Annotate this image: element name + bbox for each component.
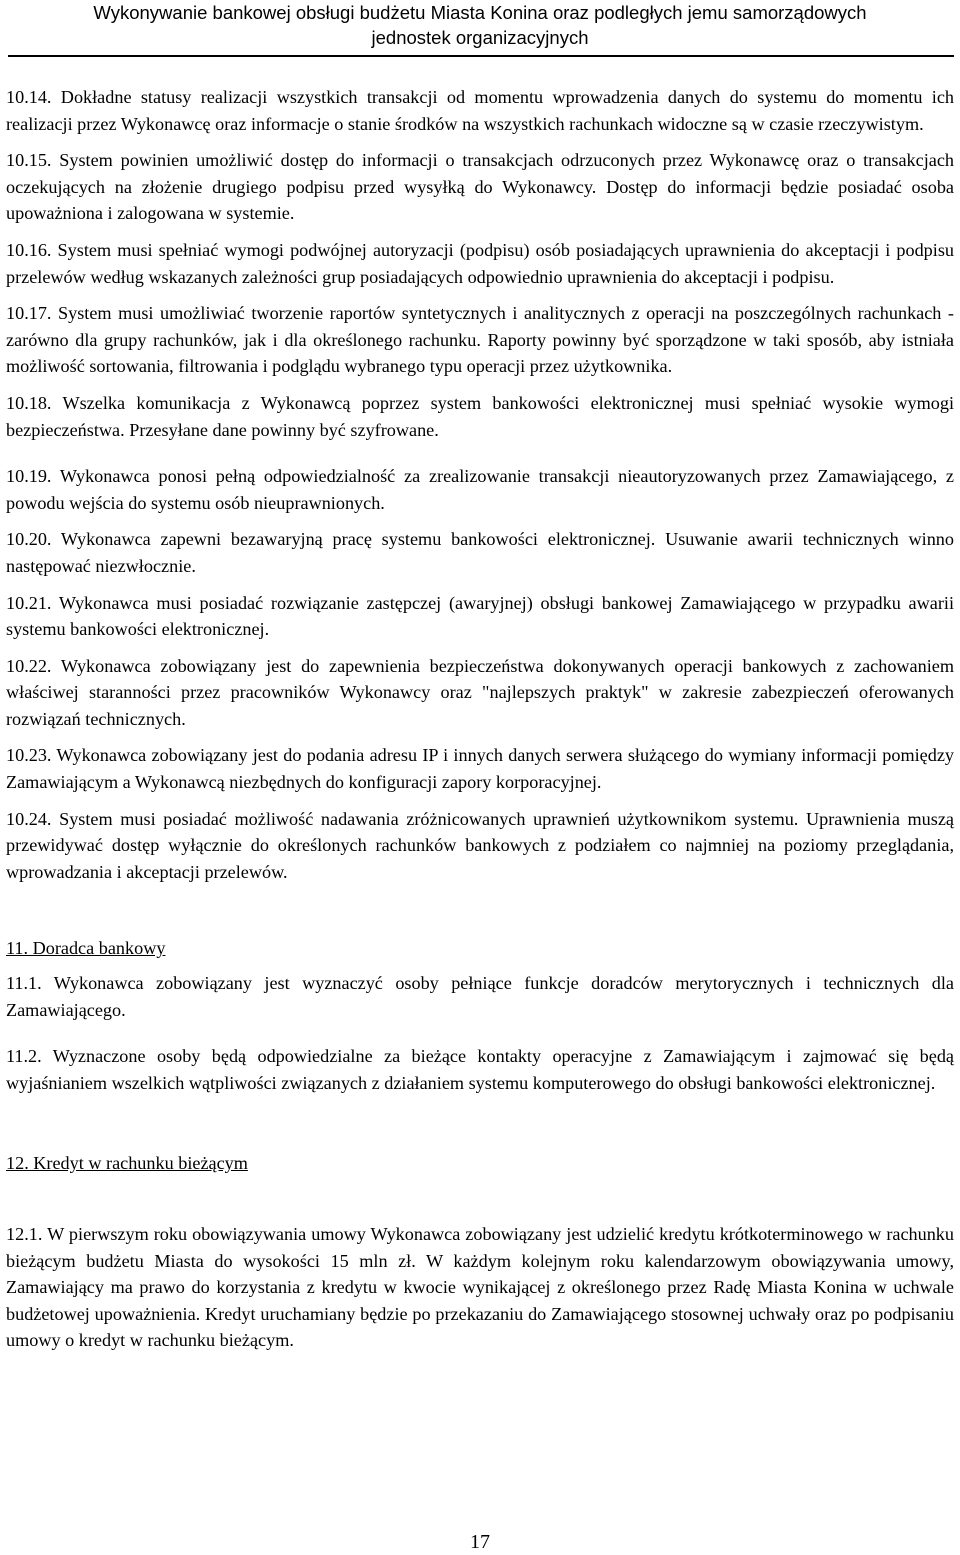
- paragraph-10-14: 10.14. Dokładne statusy realizacji wszystkich transakcji od momentu wprowadzenia danych do systemu do momentu ich realizacji przez Wykonawcę oraz informacje o stanie środków na wszystkich rachunkach widoczne są w czasie rzeczywistym.: [6, 87, 954, 134]
- document-body: [6, 84, 954, 1364]
- section-spacer: [6, 895, 954, 935]
- page-number: 17: [470, 1531, 490, 1553]
- paragraph-10-24: 10.24. System musi posiadać możliwość nadawania zróżnicowanych uprawnień użytkownikom systemu. Uprawnienia muszą przewidywać dostęp wyłącznie do określonych rachunków bankowych z podziałem co najmniej na poziomy przeglądania, wprowadzania i akceptacji przelewów.: [6, 808, 954, 882]
- paragraph-10-22: 10.22. Wykonawca zobowiązany jest do zapewnienia bezpieczeństwa dokonywanych operacji bankowych z zachowaniem właściwej staranności przez pracowników Wykonawcy oraz "najlepszych praktyk" w zakresie zabezpieczeń oferowanych rozwiązań technicznych.: [6, 655, 954, 729]
- paragraph-10-20: 10.20. Wykonawca zapewni bezawaryjną pracę systemu bankowości elektronicznej. Usuwanie awarii technicznych winno następować niezwłocznie.: [6, 529, 954, 576]
- paragraph-10-16: 10.16. System musi spełniać wymogi podwójnej autoryzacji (podpisu) osób posiadających uprawnienia do akceptacji i podpisu przelewów według wskazanych zależności grup posiadających odpowiednio uprawnienia do akceptacji i podpisu.: [6, 239, 954, 287]
- paragraph-10-19: 10.19. Wykonawca ponosi pełną odpowiedzialność za zrealizowanie transakcji nieautoryzowanych przez Zamawiającego, z powodu wejścia do systemu osób nieuprawnionych.: [6, 466, 954, 513]
- header-line-1: Wykonywanie bankowej obsługi budżetu Miasta Konina oraz podległych jemu samorządowych: [93, 2, 867, 23]
- header-line-2: jednostek organizacyjnych: [371, 27, 589, 48]
- section-heading-11: 11. Doradca bankowy: [6, 938, 166, 959]
- paragraph-10-15: 10.15. System powinien umożliwić dostęp do informacji o transakcjach odrzuconych przez Wykonawcę oraz o transakcjach oczekujących na złożenie drugiego podpisu przed wysyłką do Wykonawcy. Dostęp do informacji będzie posiadać osoba upoważniona i zalogowana w systemie.: [6, 150, 954, 224]
- paragraph-10-23: 10.23. Wykonawca zobowiązany jest do podania adresu IP i innych danych serwera służącego do wymiany informacji pomiędzy Zamawiającym a Wykonawcą niezbędnych do konfiguracji zapory korporacyjnej.: [6, 745, 954, 793]
- section-spacer: [6, 1106, 954, 1150]
- header-divider: [8, 55, 954, 57]
- paragraph-12-1: 12.1. W pierwszym roku obowiązywania umowy Wykonawca zobowiązany jest udzielić kredytu krótkoterminowego w rachunku bieżącym budżetu Miasta do wysokości 15 mln zł. W każdym kolejnym roku kalendarzowym obowiązywania umowy, Zamawiający ma prawo do korzystania z kredytu w kwocie wynikającej z określonego przez Radę Miasta Konina w uchwale budżetowej upoważnienia. Kredyt uruchamiany będzie po przekazaniu do Zamawiającego stosownej uchwały oraz po podpisaniu umowy o kredyt w rachunku bieżącym.: [6, 1224, 954, 1351]
- section-heading-12: 12. Kredyt w rachunku bieżącym: [6, 1153, 248, 1174]
- paragraph-11-1: 11.1. Wykonawca zobowiązany jest wyznaczyć osoby pełniące funkcje doradców merytorycznych i technicznych dla Zamawiającego.: [6, 973, 954, 1020]
- section-spacer: [6, 1185, 954, 1221]
- paragraph-10-21: 10.21. Wykonawca musi posiadać rozwiązanie zastępczej (awaryjnej) obsługi bankowej Zamawiającego w przypadku awarii systemu bankowości elektronicznej.: [6, 592, 954, 640]
- paragraph-10-18: 10.18. Wszelka komunikacja z Wykonawcą poprzez system bankowości elektronicznej musi spełniać wysokie wymogi bezpieczeństwa. Przesyłane dane powinny być szyfrowane.: [6, 392, 954, 440]
- page-header: [0, 0, 960, 50]
- paragraph-11-2: 11.2. Wyznaczone osoby będą odpowiedzialne za bieżące kontakty operacyjne z Zamawiającym i zajmować się będą wyjaśnianiem wszelkich wątpliwości związanych z działaniem systemu komputerowego do obsługi bankowości elektronicznej.: [6, 1046, 954, 1093]
- paragraph-10-17: 10.17. System musi umożliwiać tworzenie raportów syntetycznych i analitycznych z operacji na poszczególnych rachunkach - zarówno dla grupy rachunków, jak i dla określonego rachunku. Raporty powinny być sporządzone w taki sposób, aby istniała możliwość sortowania, filtrowania i podglądu wybranego typu operacji przez użytkownika.: [6, 303, 954, 377]
